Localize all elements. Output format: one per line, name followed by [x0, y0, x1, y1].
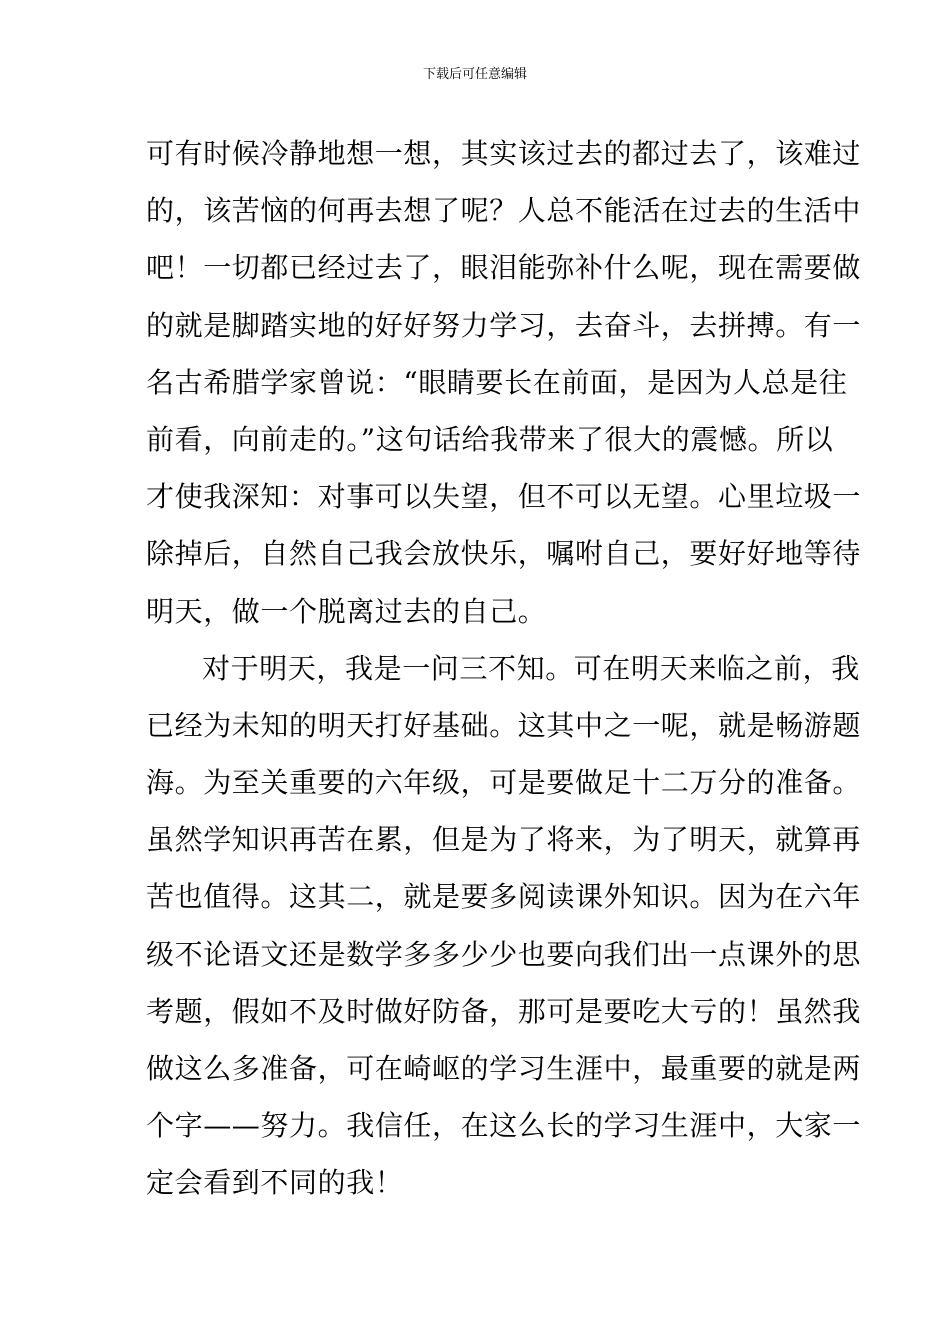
text-line: 除掉后，自然自己我会放快乐，嘱咐自己，要好好地等待 [146, 537, 862, 571]
text-line: 已经为未知的明天打好基础。这其中之一呢，就是畅游题 [146, 708, 862, 742]
text-line: 名古希腊学家曾说：“眼睛要长在前面，是因为人总是往 [146, 365, 848, 399]
paragraph-2 [146, 640, 862, 1212]
document-body [146, 125, 862, 1212]
text-line: 明天，做一个脱离过去的自己。 [146, 594, 547, 628]
text-line: 才使我深知：对事可以失望，但不可以无望。心里垃圾一 [146, 480, 862, 514]
text-line: 的，该苦恼的何再去想了呢？人总不能活在过去的生活中 [146, 194, 862, 228]
text-line: 吧！一切都已经过去了，眼泪能弥补什么呢，现在需要做 [146, 251, 862, 285]
text-line: 前看，向前走的。”这句话给我带来了很大的震憾。所以 [146, 422, 834, 456]
text-line: 苦也值得。这其二，就是要多阅读课外知识。因为在六年 [146, 880, 862, 914]
text-line: 级不论语文还是数学多多少少也要向我们出一点课外的思 [146, 937, 862, 971]
text-line: 对于明天，我是一问三不知。可在明天来临之前，我 [202, 651, 860, 685]
text-line: 个字——努力。我信任，在这么长的学习生涯中，大家一 [146, 1109, 862, 1143]
text-line: 海。为至关重要的六年级，可是要做足十二万分的准备。 [146, 766, 862, 800]
paragraph-1 [146, 125, 862, 640]
text-line: 虽然学知识再苦在累，但是为了将来，为了明天，就算再 [146, 823, 862, 857]
text-line: 定会看到不同的我！ [146, 1166, 404, 1200]
text-line: 考题，假如不及时做好防备，那可是要吃大亏的！虽然我 [146, 994, 862, 1028]
page-header: 下载后可任意编辑 [422, 67, 527, 82]
text-line: 可有时候冷静地想一想，其实该过去的都过去了，该难过 [146, 137, 862, 170]
text-line: 做这么多准备，可在崎岖的学习生涯中，最重要的就是两 [146, 1052, 862, 1085]
text-line: 的就是脚踏实地的好好努力学习，去奋斗，去拼搏。有一 [146, 308, 862, 342]
